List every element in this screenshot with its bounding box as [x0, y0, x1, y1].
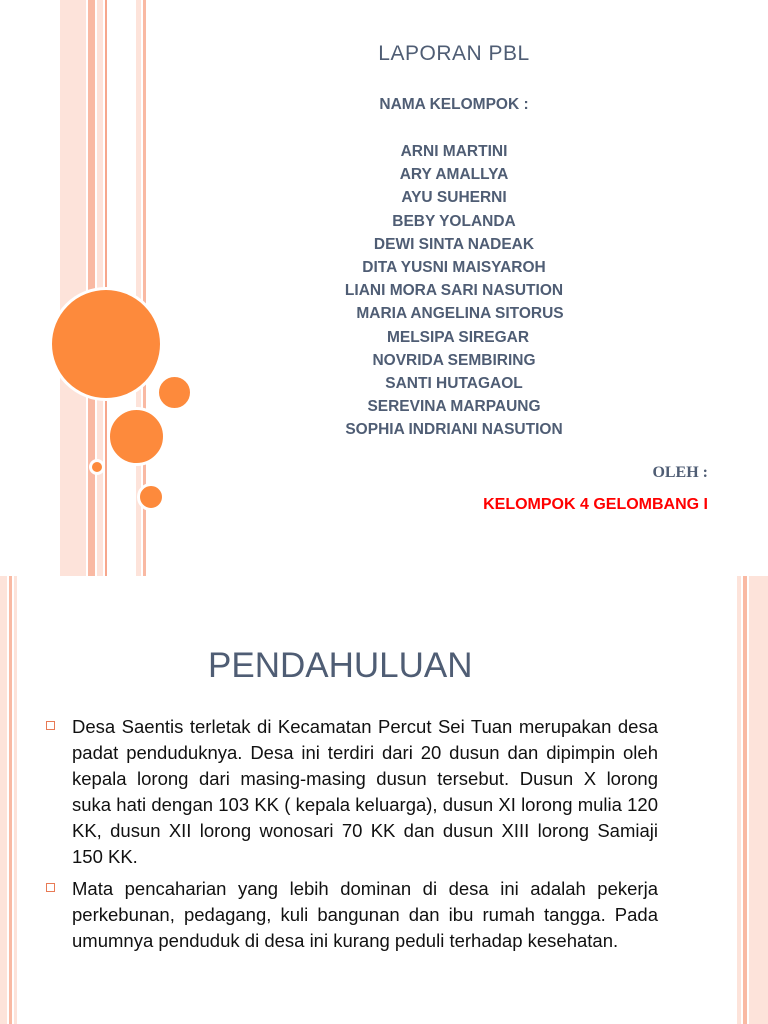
- member-name: SOPHIA INDRIANI NASUTION: [345, 421, 563, 439]
- author-label: OLEH :: [652, 464, 708, 481]
- member-name: ARY AMALLYA: [399, 166, 509, 184]
- decorative-stripe: [0, 576, 7, 1024]
- small-circle-decoration: [156, 374, 193, 411]
- member-name: LIANI MORA SARI NASUTION: [344, 282, 564, 300]
- medium-circle-decoration: [107, 407, 166, 466]
- member-name: NOVRIDA SEMBIRING: [372, 351, 536, 369]
- member-name: BEBY YOLANDA: [392, 212, 516, 230]
- member-name: MARIA ANGELINA SITORUS: [356, 305, 564, 323]
- bullet-list: [46, 714, 658, 960]
- large-circle-decoration: [49, 287, 163, 401]
- square-bullet-icon: [46, 721, 55, 730]
- bullet-text: Desa Saentis terletak di Kecamatan Percut Sei Tuan merupakan desa padat penduduknya. Desa ini terdiri dari 20 dusun dan dipimpin oleh kepala lorong dari masing-masing dusun tersebut. Dusun X lorong suka hati dengan 103 KK ( kepala keluarga), dusun XI lorong mulia 120 KK, dusun XII lorong wonosari 70 KK dan dusun XIII lorong Samiaji 150 KK.: [72, 716, 658, 867]
- bullet-item: [46, 876, 658, 954]
- decorative-stripe: [749, 576, 768, 1024]
- slide-title: PENDAHULUAN: [208, 646, 473, 685]
- member-name: MELSIPA SIREGAR: [386, 328, 530, 346]
- small-circle-decoration: [137, 483, 165, 511]
- decorative-stripe: [14, 576, 17, 1024]
- member-name: AYU SUHERNI: [401, 189, 507, 207]
- square-bullet-icon: [46, 883, 55, 892]
- member-name: ARNI MARTINI: [400, 143, 508, 160]
- member-name: DITA YUSNI MAISYAROH: [362, 259, 546, 277]
- slide-title: LAPORAN PBL: [378, 42, 530, 65]
- decorative-stripe: [743, 576, 747, 1024]
- bullet-text: Mata pencaharian yang lebih dominan di desa ini adalah pekerja perkebunan, pedagang, kuli bangunan dan ibu rumah tangga. Pada umumnya penduduk di desa ini kurang peduli terhadap kesehatan.: [72, 878, 658, 951]
- decorative-stripe: [737, 576, 741, 1024]
- member-name: DEWI SINTA NADEAK: [373, 235, 535, 253]
- group-members-heading: NAMA KELOMPOK :: [379, 96, 529, 113]
- content-slide: [0, 576, 768, 1024]
- decorative-stripe: [9, 576, 12, 1024]
- member-name: SANTI HUTAGAOL: [385, 375, 523, 393]
- group-name: KELOMPOK 4 GELOMBANG I: [483, 496, 708, 513]
- member-list: [200, 140, 708, 442]
- bullet-item: [46, 714, 658, 870]
- member-name: SEREVINA MARPAUNG: [367, 398, 541, 416]
- decorative-stripe: [60, 0, 86, 576]
- tiny-circle-decoration: [89, 459, 105, 475]
